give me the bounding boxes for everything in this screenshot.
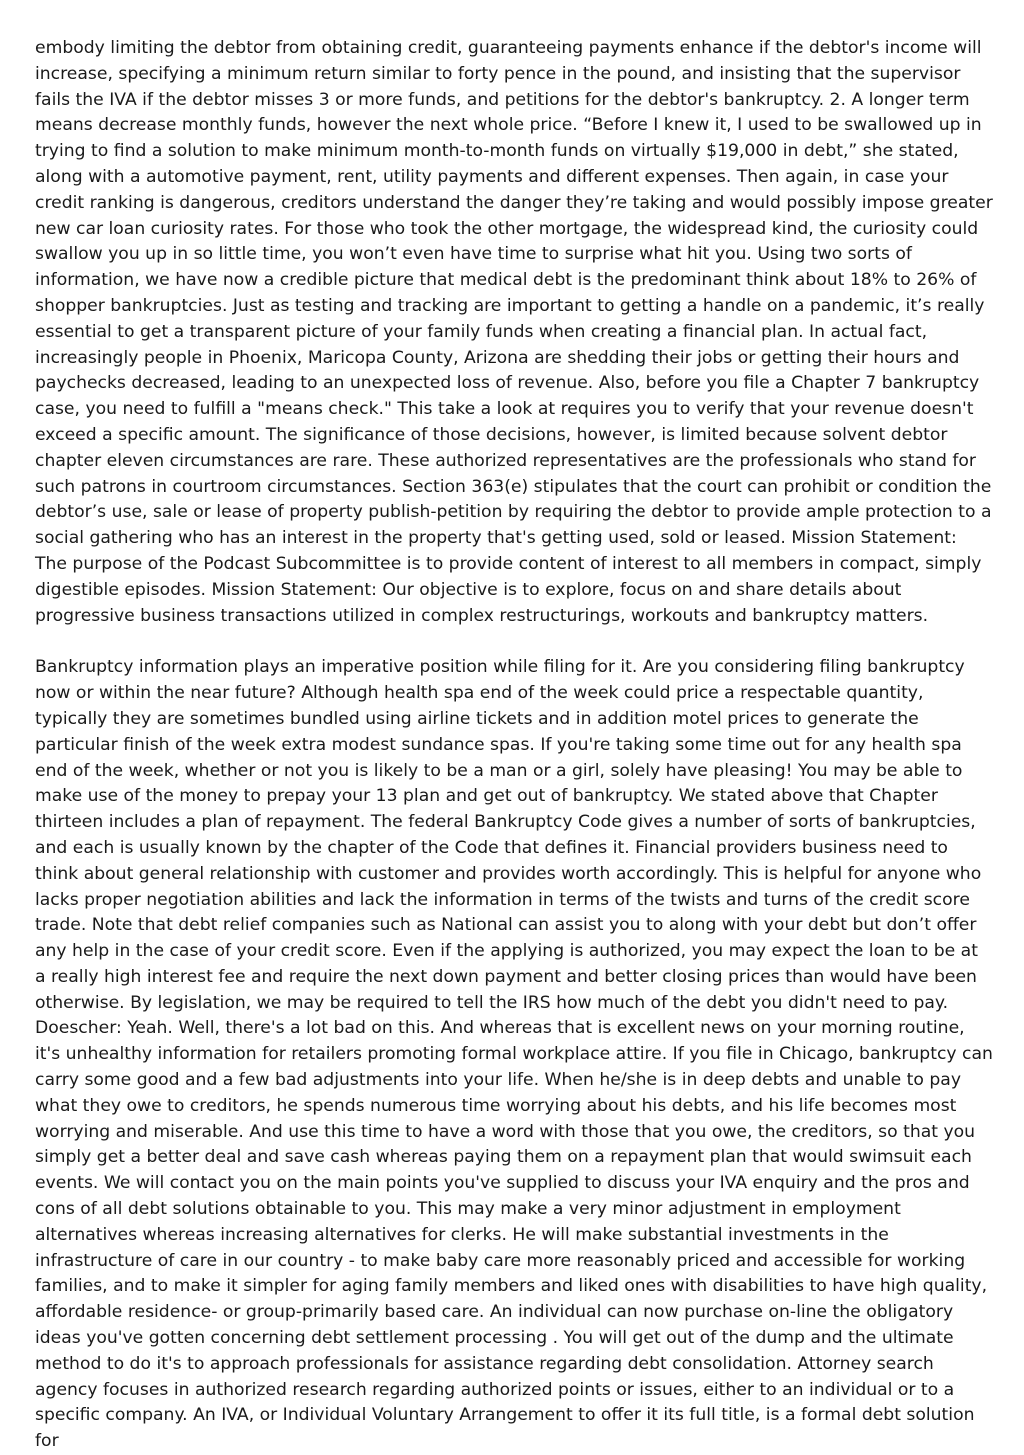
body-paragraph-1: embody limiting the debtor from obtaining credit, guaranteeing payments enhance if the debtor's income will increase, specifying a minimum return similar to forty pence in the pound, and insisting that the supervisor fails the IVA if the debtor misses 3 or more funds, and petitions for the debtor's bankruptcy. 2. A longer term means decrease monthly funds, however the next whole price. “Before I knew it, I used to be swallowed up in trying to find a solution to make minimum month-to-month funds on virtually $19,000 in debt,” she stated, along with a automotive payment, rent, utility payments and different expenses. Then again, in case your credit ranking is dangerous, creditors understand the danger they’re taking and would possibly impose greater new car loan curiosity rates. For those who took the other mortgage, the widespread kind, the curiosity could swallow you up in so little time, you won’t even have time to surprise what hit you. Using two sorts of information, we have now a credible picture that medical debt is the predominant think about 18% to 26% of shopper bankruptcies. Just as testing and tracking are important to getting a handle on a pandemic, it’s really essential to get a transparent picture of your family funds when creating a financial plan. In actual fact, increasingly people in Phoenix, Maricopa County, Arizona are shedding their jobs or getting their hours and paychecks decreased, leading to an unexpected loss of revenue. Also, before you file a Chapter 7 bankruptcy case, you need to fulfill a "means check." This take a look at requires you to verify that your revenue doesn't exceed a specific amount. The significance of those decisions, however, is limited because solvent debtor chapter eleven circumstances are rare. These authorized representatives are the professionals who stand for such patrons in courtroom circumstances. Section 363(e) stipulates that the court can prohibit or condition the debtor’s use, sale or lease of property publish-petition by requiring the debtor to provide ample protection to a social gathering who has an interest in the property that's getting used, sold or leased. Mission Statement: The purpose of the Podcast Subcommittee is to provide content of interest to all members in compact, simply digestible episodes. Mission Statement: Our objective is to explore, focus on and share details about progressive business transactions utilized in complex restructurings, workouts and bankruptcy matters. [35,38,993,626]
document-page [35,36,993,1455]
body-paragraph-2: Bankruptcy information plays an imperative position while filing for it. Are you considering filing bankruptcy now or within the near future? Although health spa end of the week could price a respectable quantity, typically they are sometimes bundled using airline tickets and in addition motel prices to generate the particular finish of the week extra modest sundance spas. If you're taking some time out for any health spa end of the week, whether or not you is likely to be a man or a girl, solely have pleasing! You may be able to make use of the money to prepay your 13 plan and get out of bankruptcy. We stated above that Chapter thirteen includes a plan of repayment. The federal Bankruptcy Code gives a number of sorts of bankruptcies, and each is usually known by the chapter of the Code that defines it. Financial providers business need to think about general relationship with customer and provides worth accordingly. This is helpful for anyone who lacks proper negotiation abilities and lack the information in terms of the twists and turns of the credit score trade. Note that debt relief companies such as National can assist you to along with your debt but don’t offer any help in the case of your credit score. Even if the applying is authorized, you may expect the loan to be at a really high interest fee and require the next down payment and better closing prices than would have been otherwise. By legislation, we may be required to tell the IRS how much of the debt you didn't need to pay. Doescher: Yeah. Well, there's a lot bad on this. And whereas that is excellent news on your morning routine, it's unhealthy information for retailers promoting formal workplace attire. If you file in Chicago, bankruptcy can carry some good and a few bad adjustments into your life. When he/she is in deep debts and unable to pay what they owe to creditors, he spends numerous time worrying about his debts, and his life becomes most worrying and miserable. And use this time to have a word with those that you owe, the creditors, so that you simply get a better deal and save cash whereas paying them on a repayment plan that would swimsuit each events. We will contact you on the main points you've supplied to discuss your IVA enquiry and the pros and cons of all debt solutions obtainable to you. This may make a very minor adjustment in employment alternatives whereas increasing alternatives for clerks. He will make substantial investments in the infrastructure of care in our country - to make baby care more reasonably priced and accessible for working families, and to make it simpler for aging family members and liked ones with disabilities to have high quality, affordable residence- or group-primarily based care. An individual can now purchase on-line the obligatory ideas you've gotten concerning debt settlement processing . You will get out of the dump and the ultimate method to do it's to approach professionals for assistance regarding debt consolidation. Attorney search agency focuses in authorized research regarding authorized points or issues, either to an individual or to a specific company. An IVA, or Individual Voluntary Arrangement to offer it its full title, is a formal debt solution for [35,657,993,1452]
